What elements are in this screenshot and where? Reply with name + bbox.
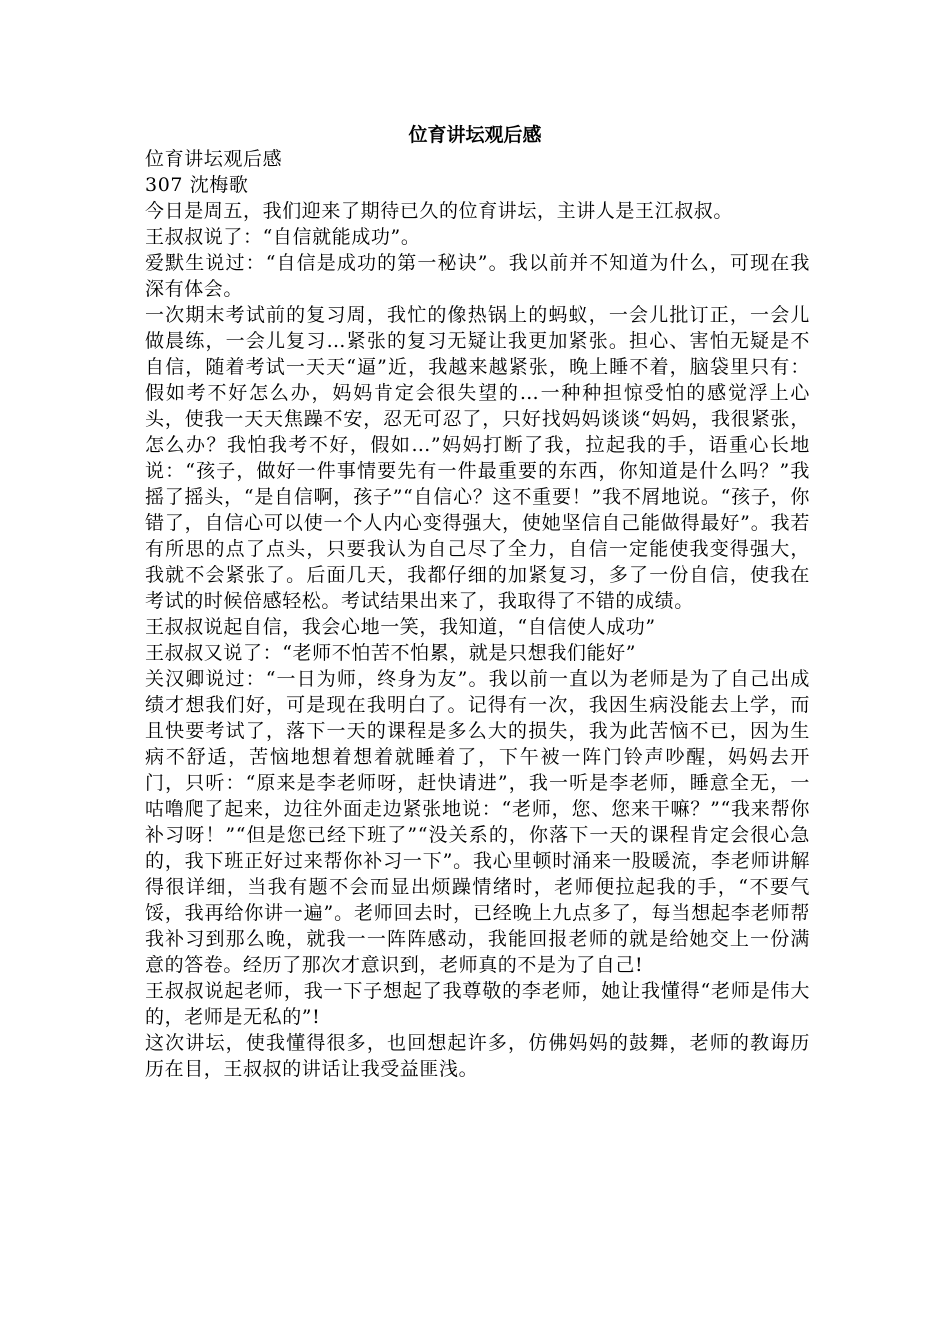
- paragraph: 一次期末考试前的复习周，我忙的像热锅上的蚂蚁，一会儿批订正，一会儿做晨练，一会儿复习…紧张的复习无疑让我更加紧张。担心、害怕无疑是不自信，随着考试一天天“逼”近，我越来越紧张，晚上睡不着，脑袋里只有：假如考不好怎么办，妈妈肯定会很失望的…一种种担惊受怕的感觉浮上心头，使我一天天焦躁不安，忍无可忍了，只好找妈妈谈谈“妈妈，我很紧张，怎么办？我怕我考不好，假如…”妈妈打断了我，拉起我的手，语重心长地说：“孩子，做好一件事情要先有一件最重要的东西，你知道是什么吗？”我摇了摇头，“是自信啊，孩子”“自信心？这不重要！”我不屑地说。“孩子，你错了，自信心可以使一个人内心变得强大，使她坚信自己能做得最好”。我若有所思的点了点头，只要我认为自己尽了全力，自信一定能使我变得强大，我就不会紧张了。后面几天，我都仔细的加紧复习，多了一份自信，使我在考试的时候倍感轻松。考试结果出来了，我取得了不错的成绩。: [145, 304, 810, 612]
- paragraph-author: 307 沈梅歌: [145, 174, 249, 196]
- paragraph: 爱默生说过：“自信是成功的第一秘诀”。我以前并不知道为什么，可现在我深有体会。: [145, 252, 810, 300]
- paragraph: 王叔叔又说了：“老师不怕苦不怕累，就是只想我们能好”: [145, 642, 637, 664]
- paragraph: 这次讲坛，使我懂得很多，也回想起许多，仿佛妈妈的鼓舞，老师的教诲历历在目，王叔叔的讲话让我受益匪浅。: [145, 1032, 810, 1080]
- document-title: 位育讲坛观后感: [408, 124, 542, 146]
- paragraph: 王叔叔说了：“自信就能成功”。: [145, 226, 421, 248]
- paragraph-subtitle: 位育讲坛观后感: [145, 148, 283, 170]
- paragraph: 王叔叔说起自信，我会心地一笑，我知道，“自信使人成功”: [145, 616, 656, 638]
- paragraph: 王叔叔说起老师，我一下子想起了我尊敬的李老师，她让我懂得“老师是伟大的，老师是无私的”!: [145, 980, 810, 1028]
- paragraph: 今日是周五，我们迎来了期待已久的位育讲坛，主讲人是王江叔叔。: [145, 200, 734, 222]
- document-body: [145, 146, 810, 1082]
- paragraph: 关汉卿说过：“一日为师，终身为友”。我以前一直以为老师是为了自己出成绩才想我们好，可是现在我明白了。记得有一次，我因生病没能去上学，而且快要考试了，落下一天的课程是多么大的损失，我为此苦恼不已，因为生病不舒适，苦恼地想着想着就睡着了，下午被一阵门铃声吵醒，妈妈去开门，只听：“原来是李老师呀，赶快请进”，我一听是李老师，睡意全无，一咕噜爬了起来，边往外面走边紧张地说：“老师，您、您来干嘛？”“我来帮你补习呀！”“但是您已经下班了”“没关系的，你落下一天的课程肯定会很心急的，我下班正好过来帮你补习一下”。我心里顿时涌来一股暖流，李老师讲解得很详细，当我有题不会而显出烦躁情绪时，老师便拉起我的手，“不要气馁，我再给你讲一遍”。老师回去时，已经晚上九点多了，每当想起李老师帮我补习到那么晚，就我一一阵阵感动，我能回报老师的就是给她交上一份满意的答卷。经历了那次才意识到，老师真的不是为了自己!: [145, 668, 810, 976]
